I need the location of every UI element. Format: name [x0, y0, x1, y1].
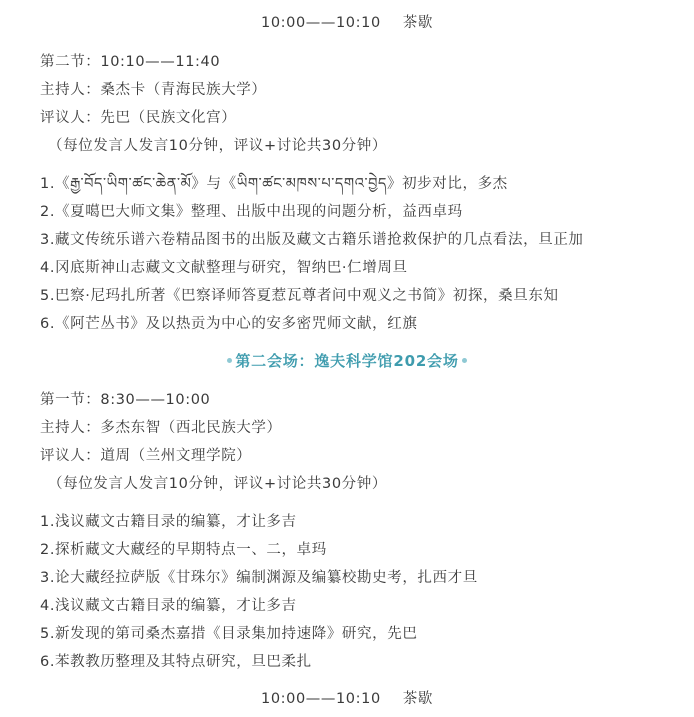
- session-slot: 第一节：8:30——10:00: [40, 392, 211, 408]
- paper-item: 4.冈底斯神山志藏文文献整理与研究，智纳巴·仁增周旦: [40, 260, 408, 276]
- paper-item: 6.苯教教历整理及其特点研究，旦巴柔扎: [40, 654, 312, 670]
- session-host: 主持人：多杰东智（西北民族大学）: [40, 420, 282, 436]
- session-note: （每位发言人发言10分钟，评议+讨论共30分钟）: [48, 138, 387, 154]
- session-slot: 第二节：10:10——11:40: [40, 54, 221, 70]
- paper-item: 5.新发现的第司桑杰嘉措《目录集加持速降》研究，先巴: [40, 626, 418, 642]
- tea-break-time: 10:00——10:10: [261, 15, 381, 31]
- venue-heading-text: 第二会场：逸夫科学馆202会场: [235, 352, 459, 370]
- session-host: 主持人：桑杰卡（青海民族大学）: [40, 82, 267, 98]
- tea-break-label: 茶歇: [402, 15, 433, 31]
- paper-item: 6.《阿芒丛书》及以热贡为中心的安多密咒师文献，红旗: [40, 316, 418, 332]
- tea-break-time: 10:00——10:10: [261, 691, 381, 707]
- paper-item: 3.藏文传统乐谱六卷精品图书的出版及藏文古籍乐谱抢救保护的几点看法，旦正加: [40, 232, 584, 248]
- paper-item: 2.探析藏文大藏经的早期特点一、二，卓玛: [40, 542, 327, 558]
- venue-heading: [0, 351, 694, 371]
- paper-item: 3.论大藏经拉萨版《甘珠尔》编制渊源及编纂校勘史考，扎西才旦: [40, 570, 478, 586]
- session-note: （每位发言人发言10分钟，评议+讨论共30分钟）: [48, 476, 387, 492]
- tea-break-top: [0, 13, 694, 33]
- paper-item: 4.浅议藏文古籍目录的编纂，才让多吉: [40, 598, 297, 614]
- session-reviewer: 评议人：道周（兰州文理学院）: [40, 448, 252, 464]
- bullet-dot-icon: [462, 358, 467, 363]
- session-reviewer: 评议人：先巴（民族文化宫）: [40, 110, 237, 126]
- tea-break-label: 茶歇: [402, 691, 433, 707]
- paper-item: 5.巴察·尼玛扎所著《巴察译师答夏惹瓦尊者问中观义之书简》初探，桑旦东知: [40, 288, 559, 304]
- tea-break-bottom: [0, 689, 694, 709]
- paper-item: 1.浅议藏文古籍目录的编纂，才让多吉: [40, 514, 297, 530]
- paper-item: 2.《夏噶巴大师文集》整理、出版中出现的问题分析，益西卓玛: [40, 204, 463, 220]
- bullet-dot-icon: [227, 358, 232, 363]
- paper-item: 1.《རྒྱ་བོད་ཡིག་ཚང་ཆེན་མོ》与《ཡིག་ཚང་མཁས་པ་དགའ་བྱེད》初步对比，多杰: [40, 176, 508, 192]
